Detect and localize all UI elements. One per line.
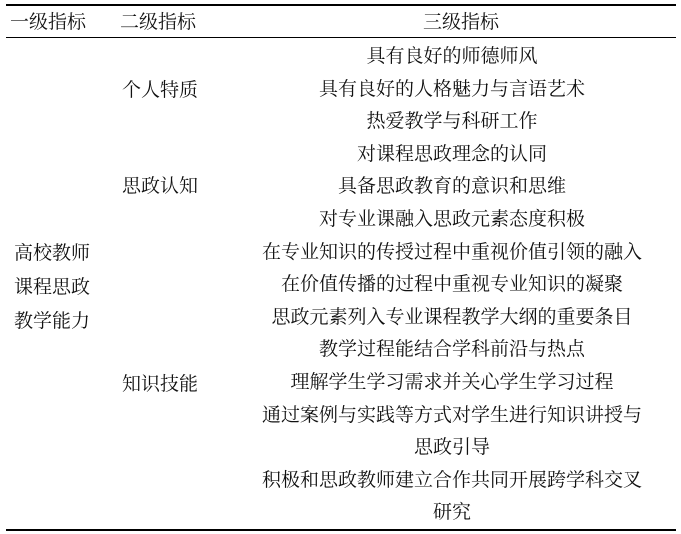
header-level1: 一级指标 (10, 11, 87, 33)
level3-row: 在价值传播的过程中重视专业知识的凝聚 (280, 273, 623, 296)
level3-row: 教学过程能结合学科前沿与热点 (318, 338, 585, 361)
level3-list (228, 40, 676, 529)
level3-row: 热爱教学与科研工作 (366, 110, 538, 133)
level3-row: 具备思政教育的意识和思维 (337, 175, 566, 198)
level1-line: 教学能力 (14, 310, 91, 332)
header-level3: 三级指标 (422, 11, 499, 33)
level3-row: 通过案例与实践等方式对学生进行知识讲授与 (261, 403, 642, 426)
level3-row: 具有良好的师德师风 (366, 45, 538, 67)
level2-ideological-cognition: 思政认知 (122, 175, 199, 197)
level3-row: 具有良好的人格魅力与言语艺术 (318, 77, 585, 100)
level2-personal-traits: 个人特质 (122, 79, 199, 101)
level3-row: 对课程思政理念的认同 (356, 142, 547, 165)
header-level2: 二级指标 (120, 11, 197, 33)
level1-line: 课程思政 (14, 276, 91, 298)
level3-row: 对专业课融入思政元素态度积极 (318, 207, 585, 230)
level1-indicator (14, 236, 114, 338)
level3-row: 理解学生学习需求并关心学生学习过程 (290, 370, 614, 393)
table-bottom-rule (6, 529, 676, 531)
level3-row: 思政元素列入专业课程教学大纲的重要条目 (271, 305, 633, 328)
level1-line: 高校教师 (14, 242, 91, 264)
level3-row: 积极和思政教师建立合作共同开展跨学科交叉 (261, 468, 642, 491)
level3-row: 在专业知识的传授过程中重视价值引领的融入 (261, 240, 642, 263)
indicator-table (6, 4, 676, 531)
level2-knowledge-skills: 知识技能 (122, 373, 199, 395)
level3-row: 研究 (432, 501, 471, 524)
level3-row: 思政引导 (413, 436, 490, 459)
